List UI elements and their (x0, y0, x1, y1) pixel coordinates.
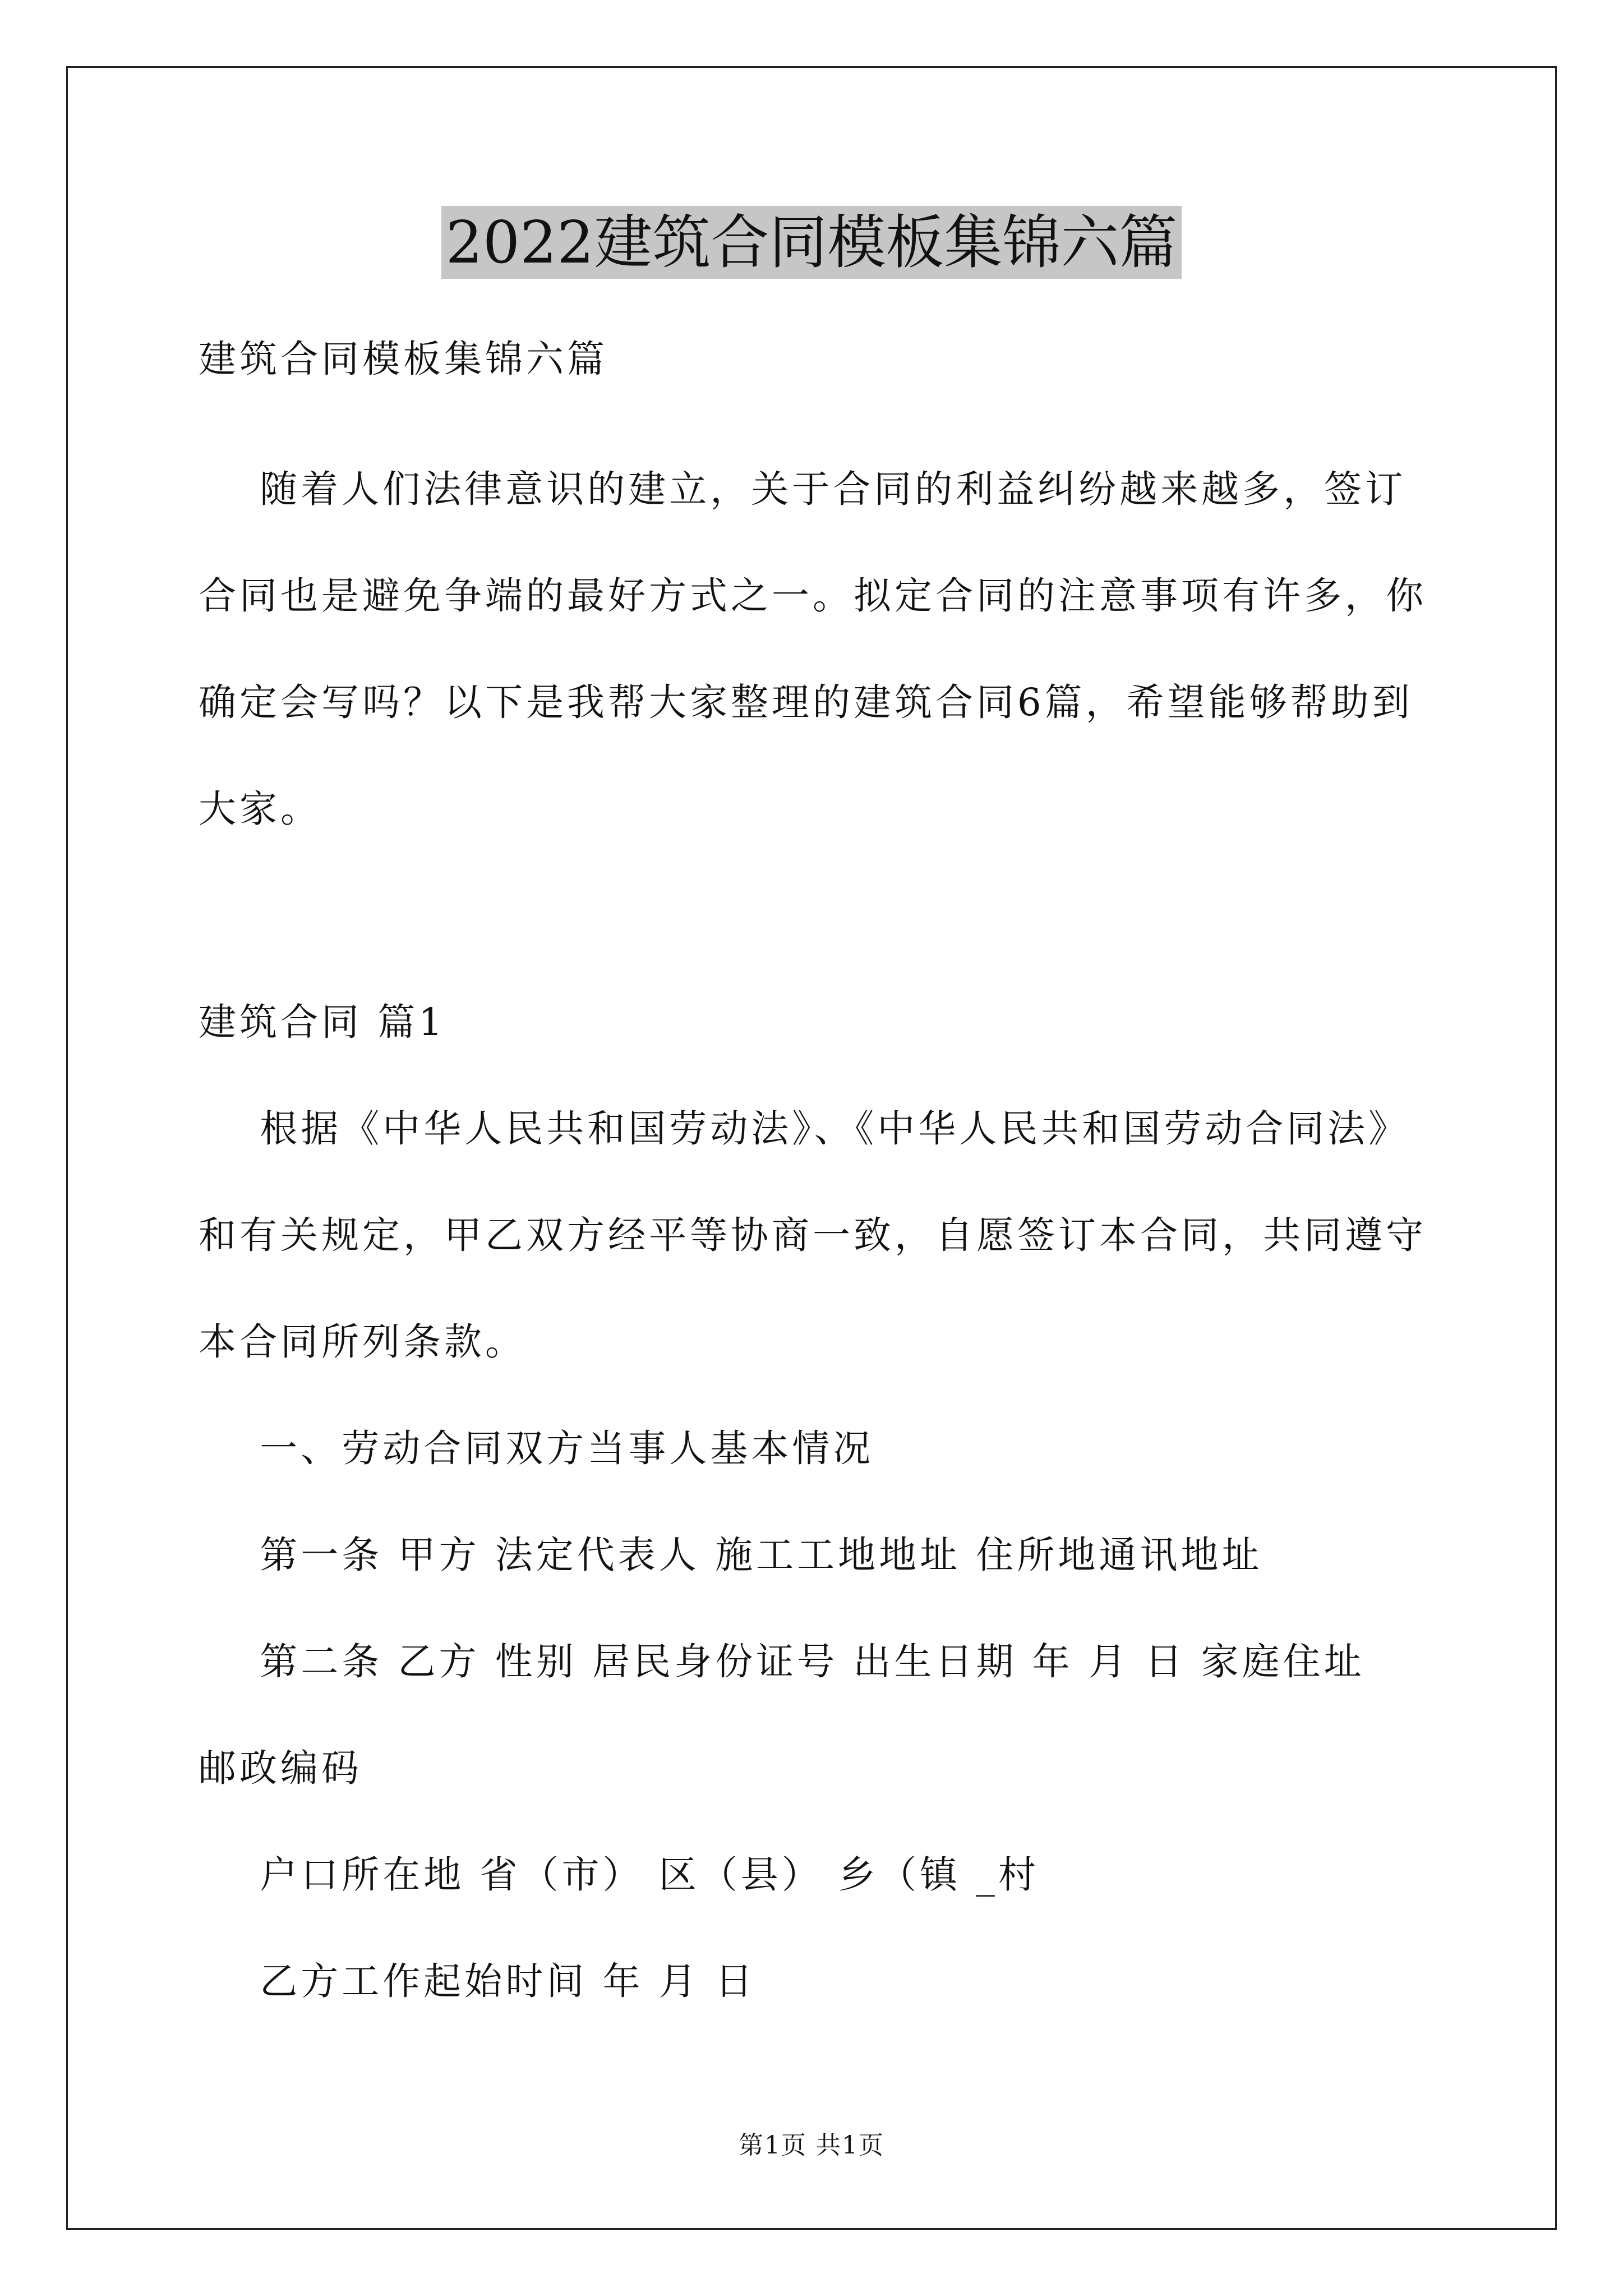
page-footer: 第1页 共1页 (739, 2131, 884, 2160)
intro-line-2: 合同也是避免争端的最好方式之一。拟定合同的注意事项有许多，你 (199, 574, 1427, 618)
section-heading: 建筑合同 篇1 (199, 1000, 446, 1044)
section-line-8: 户口所在地 省（市） 区（县） 乡（镇 _村 (199, 1853, 1039, 1897)
section-line-5: 第一条 甲方 法定代表人 施工工地地址 住所地通讯地址 (199, 1533, 1263, 1577)
section-line-9: 乙方工作起始时间 年 月 日 (199, 1959, 757, 2003)
document-title-text: 2022建筑合同模板集锦六篇 (441, 206, 1182, 279)
section-line-1: 根据《中华人民共和国劳动法》、《中华人民共和国劳动合同法》 (199, 1107, 1410, 1151)
section-line-2: 和有关规定，甲乙双方经平等协商一致，自愿签订本合同，共同遵守 (199, 1213, 1427, 1257)
intro-line-4: 大家。 (199, 787, 321, 831)
section-line-6: 第二条 乙方 性别 居民身份证号 出生日期 年 月 日 家庭住址 (199, 1640, 1365, 1683)
intro-line-3: 确定会写吗？以下是我帮大家整理的建筑合同6篇，希望能够帮助到 (199, 680, 1413, 724)
document-title (0, 203, 1623, 282)
intro-line-1: 随着人们法律意识的建立，关于合同的利益纠纷越来越多，签订 (199, 467, 1407, 511)
document-subtitle: 建筑合同模板集锦六篇 (199, 337, 608, 381)
section-line-3: 本合同所列条款。 (199, 1320, 526, 1364)
section-line-7: 邮政编码 (199, 1746, 362, 1790)
section-line-4: 一、劳动合同双方当事人基本情况 (199, 1427, 874, 1470)
